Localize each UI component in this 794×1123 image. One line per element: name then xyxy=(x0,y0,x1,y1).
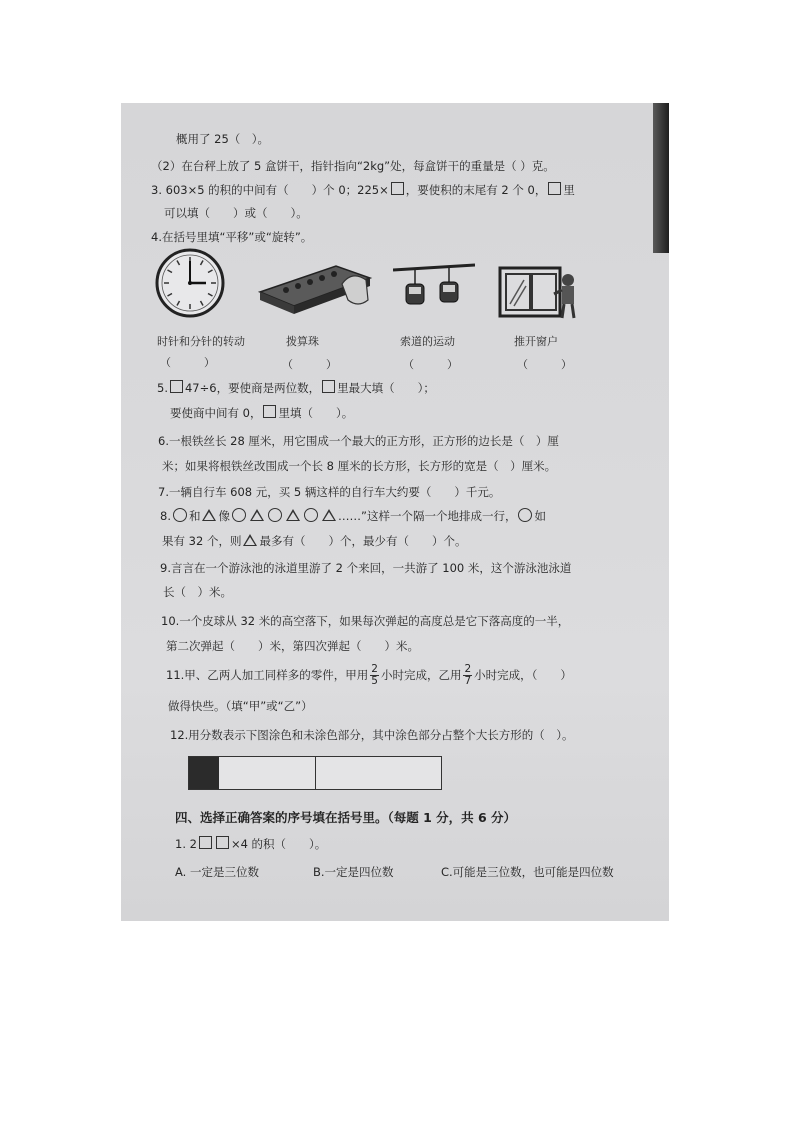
window-icon xyxy=(498,266,580,320)
answer-paren-abacus: （ ） xyxy=(282,358,337,371)
fraction-jia: $\frac{2}{5}$ xyxy=(371,663,378,687)
choice-q1: 1. 2 ×4 的积（ ）。 xyxy=(175,837,327,851)
answer-paren-window: （ ） xyxy=(517,358,572,371)
blank-box xyxy=(216,836,229,849)
blank-box xyxy=(322,380,335,393)
triangle-shape xyxy=(250,509,264,521)
option-b: B.一定是四位数 xyxy=(313,865,394,879)
q3-line2: 可以填（ ）或（ ）。 xyxy=(164,206,308,220)
triangle-shape xyxy=(322,509,336,521)
circle-shape xyxy=(232,508,246,522)
q3-line1: 3. 603×5 的积的中间有（ ）个 0；225× ，要使积的末尾有 2 个 0， 里 xyxy=(151,183,575,197)
rect-part xyxy=(219,757,316,789)
q6-line1: 6.一根铁丝长 28 厘米，用它围成一个最大的正方形，正方形的边长是（ ）厘 xyxy=(158,434,559,448)
q6-line2: 米；如果将根铁丝改围成一个长 8 厘米的长方形，长方形的宽是（ ）厘米。 xyxy=(162,459,557,473)
option-a: A. 一定是三位数 xyxy=(175,865,259,879)
answer-paren-clock: （ ） xyxy=(160,356,215,369)
q11-line1: 11.甲、乙两人加工同样多的零件，甲用 $\frac{2}{5}$ 小时完成，乙用 $\frac{2}{7}$ 小时完成，（ ） xyxy=(166,663,572,687)
rect-shaded-part xyxy=(189,757,219,789)
blank-box xyxy=(199,836,212,849)
triangle-shape xyxy=(202,509,216,521)
q12: 12.用分数表示下图涂色和未涂色部分，其中涂色部分占整个大长方形的（ ）。 xyxy=(170,728,574,742)
q2-2: （2）在台秤上放了 5 盒饼干，指针指向“2kg”处，每盒饼干的重量是（ ）克。 xyxy=(151,159,555,173)
circle-shape xyxy=(518,508,532,522)
caption-clock: 时针和分针的转动 xyxy=(157,335,245,348)
clock-icon xyxy=(154,248,226,318)
triangle-shape xyxy=(286,509,300,521)
blank-box xyxy=(391,182,404,195)
photo-dark-edge xyxy=(653,103,669,253)
circle-shape xyxy=(268,508,282,522)
q9-line1: 9.言言在一个游泳池的泳道里游了 2 个来回，一共游了 100 米，这个游泳池泳道 xyxy=(160,561,572,575)
fraction-rectangle xyxy=(188,756,442,790)
option-c: C.可能是三位数，也可能是四位数 xyxy=(441,865,614,879)
q10-line1: 10.一个皮球从 32 米的高空落下，如果每次弹起的高度总是它下落高度的一半， xyxy=(161,614,570,628)
circle-shape xyxy=(304,508,318,522)
q8-line2: 果有 32 个，则 最多有（ ）个，最少有（ ）个。 xyxy=(162,534,467,548)
q7: 7.一辆自行车 608 元，买 5 辆这样的自行车大约要（ ）千元。 xyxy=(158,485,501,499)
answer-paren-cable: （ ） xyxy=(403,358,458,371)
caption-cable: 索道的运动 xyxy=(400,335,455,348)
blank-box xyxy=(170,380,183,393)
caption-window: 推开窗户 xyxy=(514,335,558,348)
blank-box xyxy=(548,182,561,195)
q4-title: 4.在括号里填“平移”或“旋转”。 xyxy=(151,230,313,244)
abacus-icon xyxy=(256,262,374,320)
blank-box xyxy=(263,405,276,418)
cable-car-icon xyxy=(393,262,475,312)
q5-line1: 5. 47÷6，要使商是两位数， 里最大填（ ）； xyxy=(157,381,435,395)
q11-line2: 做得快些。（填“甲”或“乙”） xyxy=(168,699,313,713)
q9-line2: 长（ ）米。 xyxy=(163,585,232,599)
fraction-yi: $\frac{2}{7}$ xyxy=(464,663,472,687)
q8-line1: 8. 和 像 ……”这样一个隔一个地排成一行， 如 xyxy=(160,509,546,523)
q2-1-tail: 概用了 25（ ）。 xyxy=(176,132,270,146)
q10-line2: 第二次弹起（ ）米，第四次弹起（ ）米。 xyxy=(166,639,419,653)
caption-abacus: 拨算珠 xyxy=(286,335,319,348)
q5-line2: 要使商中间有 0， 里填（ ）。 xyxy=(170,406,354,420)
section-four-title: 四、选择正确答案的序号填在括号里。（每题 1 分，共 6 分） xyxy=(175,810,517,825)
triangle-shape xyxy=(243,534,257,546)
circle-shape xyxy=(173,508,187,522)
rect-part xyxy=(316,757,441,789)
